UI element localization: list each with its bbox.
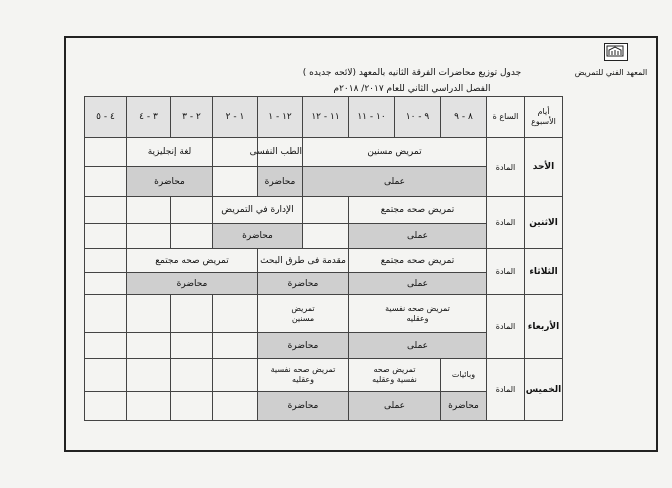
day-tuesday: الثلاثاء [525, 249, 563, 295]
empty-cell [85, 197, 127, 224]
thursday-subject-2-line2: نفسية وعقليه [372, 375, 417, 384]
day-monday: الاثنين [525, 197, 563, 249]
monday-type-2: محاضرة [213, 224, 303, 249]
day-wednesday: الأربعاء [525, 295, 563, 359]
tuesday-subject-row [85, 249, 563, 273]
monday-subject-2: الإدارة في التمريض [213, 197, 303, 224]
empty-cell [213, 359, 258, 392]
wednesday-subject-2-line2: مسنين [291, 313, 315, 323]
tuesday-subject-3: تمريض صحه مجتمع [127, 249, 258, 273]
schedule-table [84, 96, 563, 421]
thursday-type-2: عملى [349, 392, 441, 421]
tuesday-type-2: محاضرة [258, 273, 349, 295]
thursday-subject-3 [258, 359, 349, 392]
empty-cell [171, 295, 213, 333]
empty-cell [171, 197, 213, 224]
empty-cell [85, 359, 127, 392]
empty-cell [171, 392, 213, 421]
thursday-subject-row [85, 359, 563, 392]
wednesday-subject-row [85, 295, 563, 333]
thursday-subject-2 [349, 359, 441, 392]
empty-cell [85, 138, 127, 167]
days-header: أيام الأسبوع [525, 97, 563, 138]
empty-cell [213, 167, 258, 197]
time-slot: ٨ - ٩ [441, 97, 487, 138]
empty-cell [303, 197, 349, 224]
thursday-subject-1: وبائيات [441, 359, 487, 392]
empty-cell [85, 224, 127, 249]
subject-label: المادة [487, 138, 525, 197]
tuesday-subject-2: مقدمة فى طرق البحث [258, 249, 349, 273]
wednesday-subject-2-line1: تمريض [291, 303, 315, 313]
empty-cell [85, 295, 127, 333]
empty-cell [127, 392, 171, 421]
wednesday-subject-1-line2: وعقليه [406, 313, 429, 323]
institute-logo [604, 43, 628, 61]
sunday-subject-row [85, 138, 563, 167]
sunday-subject-3: لغة إنجليزية [127, 138, 213, 167]
sunday-type-2: محاضرة [258, 167, 303, 197]
subject-label: المادة [487, 295, 525, 359]
tuesday-subject-1: تمريض صحه مجتمع [349, 249, 487, 273]
wednesday-subject-2 [258, 295, 349, 333]
tuesday-type-3: محاضرة [127, 273, 258, 295]
time-slot: ٩ - ١٠ [395, 97, 441, 138]
empty-cell [213, 392, 258, 421]
thursday-type-1: محاضرة [441, 392, 487, 421]
time-slot: ٢ - ٣ [171, 97, 213, 138]
sunday-type-3: محاضرة [127, 167, 213, 197]
subject-label: المادة [487, 197, 525, 249]
empty-cell [213, 333, 258, 359]
day-thursday: الخميس [525, 359, 563, 421]
tuesday-type-1: عملى [349, 273, 487, 295]
empty-cell [171, 224, 213, 249]
hour-header: الساع ة [487, 97, 525, 138]
empty-cell [171, 359, 213, 392]
empty-cell [127, 197, 171, 224]
empty-cell [85, 167, 127, 197]
time-slot: ١ - ٢ [213, 97, 258, 138]
empty-cell [213, 295, 258, 333]
thursday-type-3: محاضرة [258, 392, 349, 421]
empty-cell [85, 392, 127, 421]
schedule-title: جدول توزيع محاضرات الفرقة الثانيه بالمعهد (لائحه جديده ) [302, 68, 522, 78]
time-slot: ١٢ - ١ [258, 97, 303, 138]
wednesday-type-2: محاضرة [258, 333, 349, 359]
empty-cell [303, 224, 349, 249]
empty-cell [85, 249, 127, 273]
thursday-subject-3-line1: تمريض صحه نفسية [270, 365, 336, 374]
monday-type-1: عملى [349, 224, 487, 249]
monday-subject-row [85, 197, 563, 224]
subject-label: المادة [487, 249, 525, 295]
institute-name: المعهد الفني للتمريض [574, 68, 648, 77]
sunday-type-1: عملى [303, 167, 487, 197]
empty-cell [127, 359, 171, 392]
thursday-subject-2-line1: تمريض صحه [373, 365, 416, 374]
empty-cell [127, 295, 171, 333]
empty-cell [127, 224, 171, 249]
wednesday-subject-1 [349, 295, 487, 333]
time-slot: ١١ - ١٢ [303, 97, 349, 138]
empty-cell [171, 333, 213, 359]
day-sunday: الأحد [525, 138, 563, 197]
empty-cell [85, 273, 127, 295]
semester-subtitle: الفصل الدراسي الثاني للعام ٢٠١٧/ ٢٠١٨م [333, 84, 491, 94]
time-slot: ٤ - ٥ [85, 97, 127, 138]
subject-label: المادة [487, 359, 525, 421]
wednesday-type-1: عملى [349, 333, 487, 359]
sunday-subject-2: الطب النفسى [258, 138, 303, 167]
monday-subject-1: تمريض صحه مجتمع [349, 197, 487, 224]
time-slot: ٣ - ٤ [127, 97, 171, 138]
wednesday-subject-1-line1: تمريض صحه نفسية [385, 303, 450, 313]
empty-cell [127, 333, 171, 359]
header-row [85, 97, 563, 138]
time-slot: ١٠ - ١١ [349, 97, 395, 138]
thursday-subject-3-line2: وعقليه [291, 375, 315, 384]
empty-cell [85, 333, 127, 359]
sunday-subject-1: تمريض مسنين [303, 138, 487, 167]
